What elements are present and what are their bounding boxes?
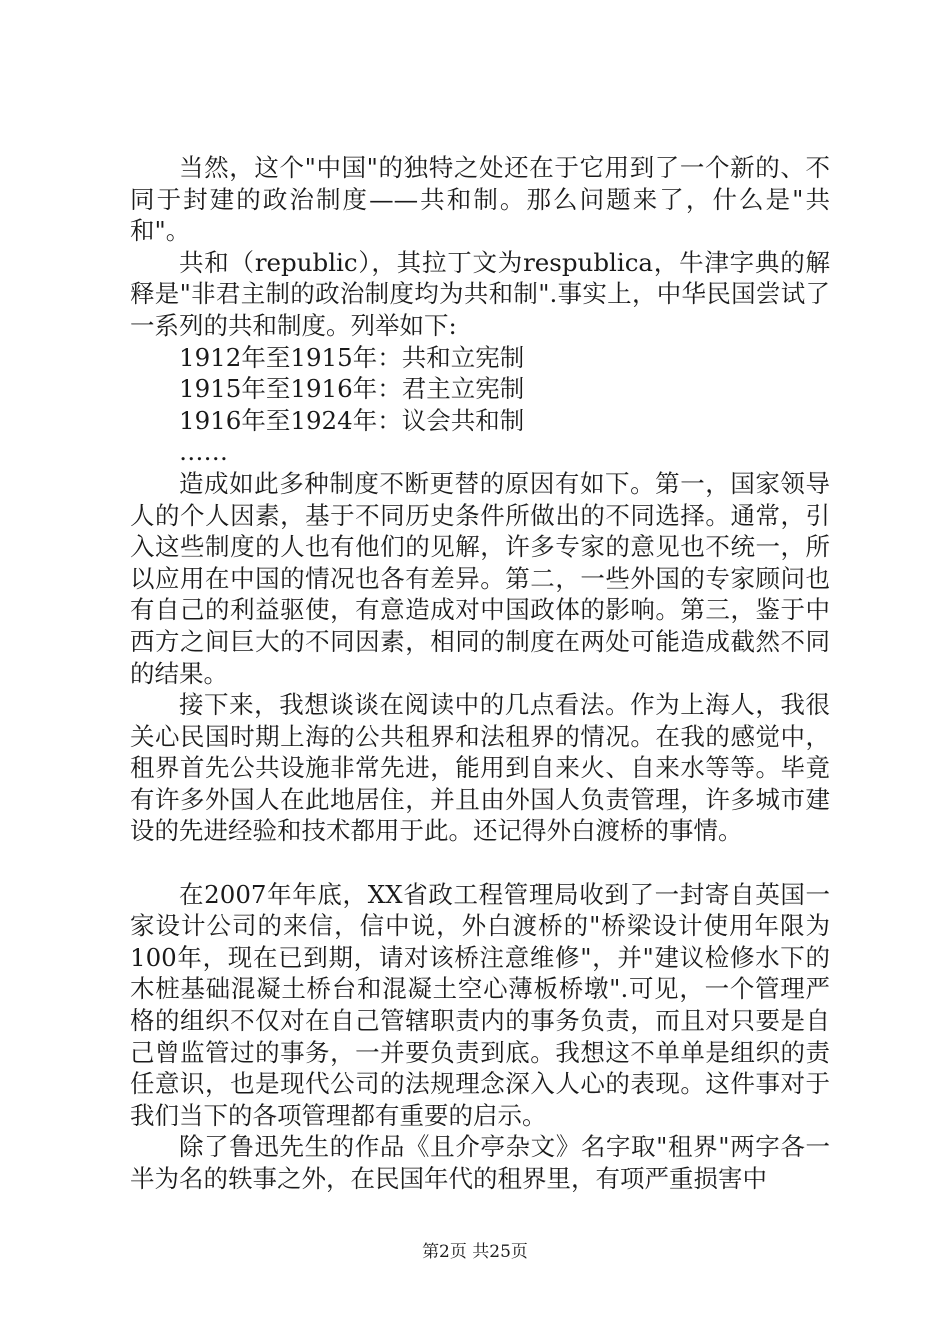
paragraph: 在2007年年底，XX省政工程管理局收到了一封寄自英国一家设计公司的来信，信中说，外白渡桥的"桥梁设计使用年限为100年，现在已到期，请对该桥注意维修"，并"建议检修水下的木桩基础混凝土桥台和混凝土空心薄板桥墩".可见，一个管理严格的组织不仅对在自己管辖职责内的事务负责，而且对只要是自己曾监管过的事务，一并要负责到底。我想这不单单是组织的责任意识，也是现代公司的法规理念深入人心的表现。这件事对于我们当下的各项管理都有重要的启示。 xyxy=(130,879,830,1130)
list-item: …… xyxy=(179,437,228,467)
paragraph: 当然，这个"中国"的独特之处还在于它用到了一个新的、不同于封建的政治制度——共和制。那么问题来了，什么是"共和"。 xyxy=(130,153,830,246)
paragraph: 共和（republic），其拉丁文为respublica，牛津字典的解释是"非君主制的政治制度均为共和制".事实上，中华民国尝试了一系列的共和制度。列举如下: xyxy=(130,247,830,340)
page-footer: 第2页 共25页 xyxy=(422,1242,528,1262)
paragraph-spacer xyxy=(130,847,830,879)
list-item: 1916年至1924年：议会共和制 xyxy=(179,405,525,435)
paragraph: 接下来，我想谈谈在阅读中的几点看法。作为上海人，我很关心民国时期上海的公共租界和法租界的情况。在我的感觉中，租界首先公共设施非常先进，能用到自来火、自来水等等。毕竟有许多外国人在此地居住，并且由外国人负责管理，许多城市建设的先进经验和技术都用于此。还记得外白渡桥的事情。 xyxy=(130,690,830,846)
list-item: 1915年至1916年：君主立宪制 xyxy=(179,374,525,404)
paragraph: 除了鲁迅先生的作品《且介亭杂文》名字取"租界"两字各一半为名的轶事之外，在民国年代的租界里，有项严重损害中 xyxy=(130,1132,830,1193)
list-item: 1912年至1915年：共和立宪制 xyxy=(179,342,525,372)
paragraph: 造成如此多种制度不断更替的原因有如下。第一，国家领导人的个人因素，基于不同历史条件所做出的不同选择。通常，引入这些制度的人也有他们的见解，许多专家的意见也不统一，所以应用在中国的情况也各有差异。第二，一些外国的专家顾问也有自己的利益驱使，有意造成对中国政体的影响。第三，鉴于中西方之间巨大的不同因素，相同的制度在两处可能造成截然不同的结果。 xyxy=(130,468,830,688)
document-body xyxy=(130,152,830,1195)
